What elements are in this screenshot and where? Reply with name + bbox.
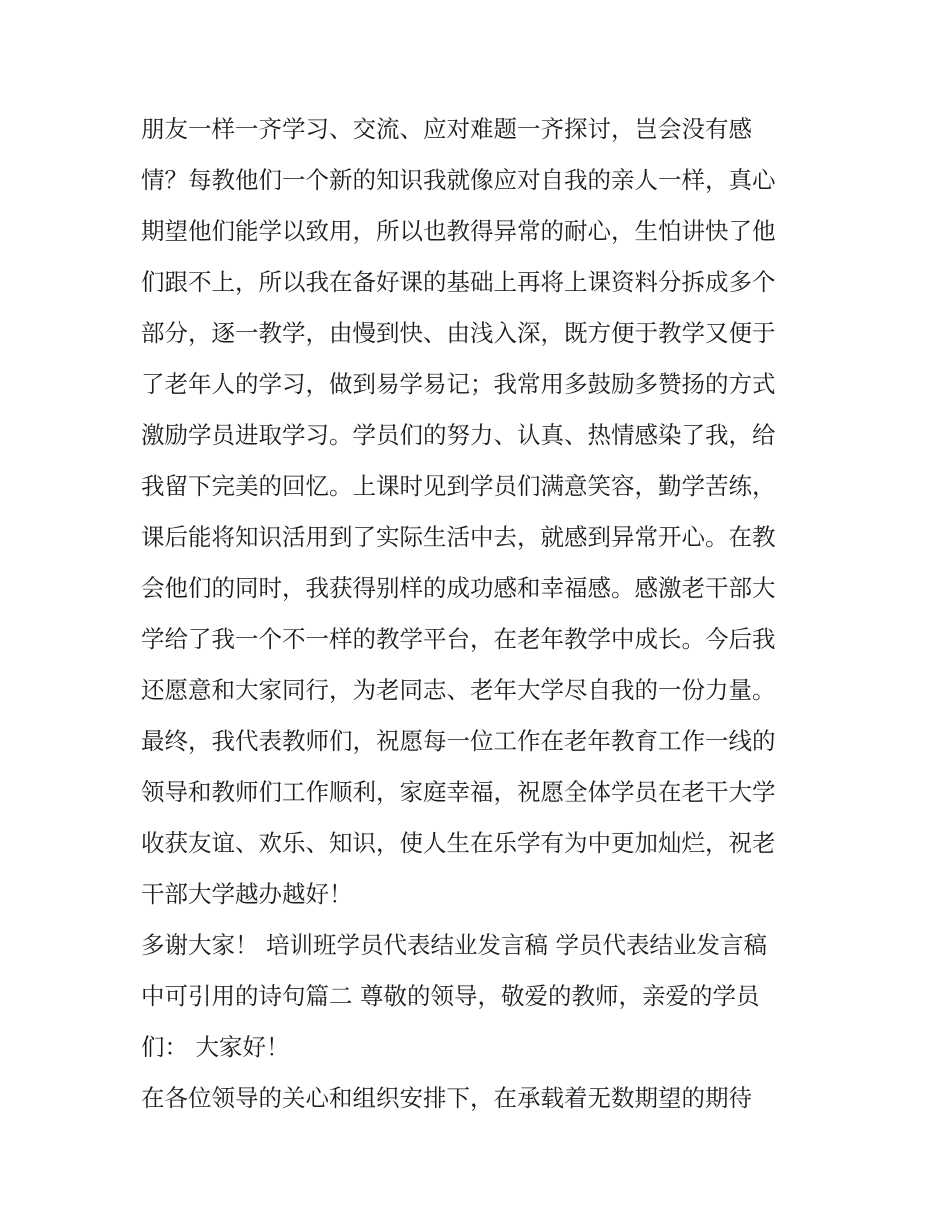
text-line: 们跟不上，所以我在备好课的基础上再将上课资料分拆成多个	[141, 268, 776, 296]
text-line: 我留下完美的回忆。上课时见到学员们满意笑容，勤学苦练，	[141, 472, 776, 500]
text-line: 学给了我一个不一样的教学平台，在老年教学中成长。今后我	[141, 625, 776, 653]
body-text	[141, 104, 831, 1124]
text-line: 情？每教他们一个新的知识我就像应对自我的亲人一样，真心	[141, 166, 776, 194]
text-line: 期望他们能学以致用，所以也教得异常的耐心，生怕讲快了他	[141, 217, 776, 245]
text-line: 了老年人的学习，做到易学易记；我常用多鼓励多赞扬的方式	[141, 370, 776, 398]
text-line: 还愿意和大家同行，为老同志、老年大学尽自我的一份力量。	[141, 676, 776, 704]
text-line: 最终，我代表教师们，祝愿每一位工作在老年教育工作一线的	[141, 727, 776, 755]
text-line: 部分，逐一教学，由慢到快、由浅入深，既方便于教学又便于	[141, 319, 776, 347]
text-line: 会他们的同时，我获得别样的成功感和幸福感。感激老干部大	[141, 574, 776, 602]
text-line: 收获友谊、欢乐、知识，使人生在乐学有为中更加灿烂，祝老	[141, 829, 776, 857]
text-line: 们： 大家好！	[141, 1033, 290, 1061]
text-line: 中可引用的诗句篇二 尊敬的领导，敬爱的教师，亲爱的学员	[141, 982, 760, 1010]
text-line: 干部大学越办越好！	[141, 880, 353, 908]
text-line: 领导和教师们工作顺利，家庭幸福，祝愿全体学员在老干大学	[141, 778, 776, 806]
text-line: 激励学员进取学习。学员们的努力、认真、热情感染了我，给	[141, 421, 776, 449]
text-line: 朋友一样一齐学习、交流、应对难题一齐探讨，岂会没有感	[141, 115, 752, 143]
text-line: 在各位领导的关心和组织安排下，在承载着无数期望的期待	[141, 1084, 752, 1112]
text-line: 课后能将知识活用到了实际生活中去，就感到异常开心。在教	[141, 523, 776, 551]
text-line: 多谢大家！ 培训班学员代表结业发言稿 学员代表结业发言稿	[141, 931, 767, 959]
